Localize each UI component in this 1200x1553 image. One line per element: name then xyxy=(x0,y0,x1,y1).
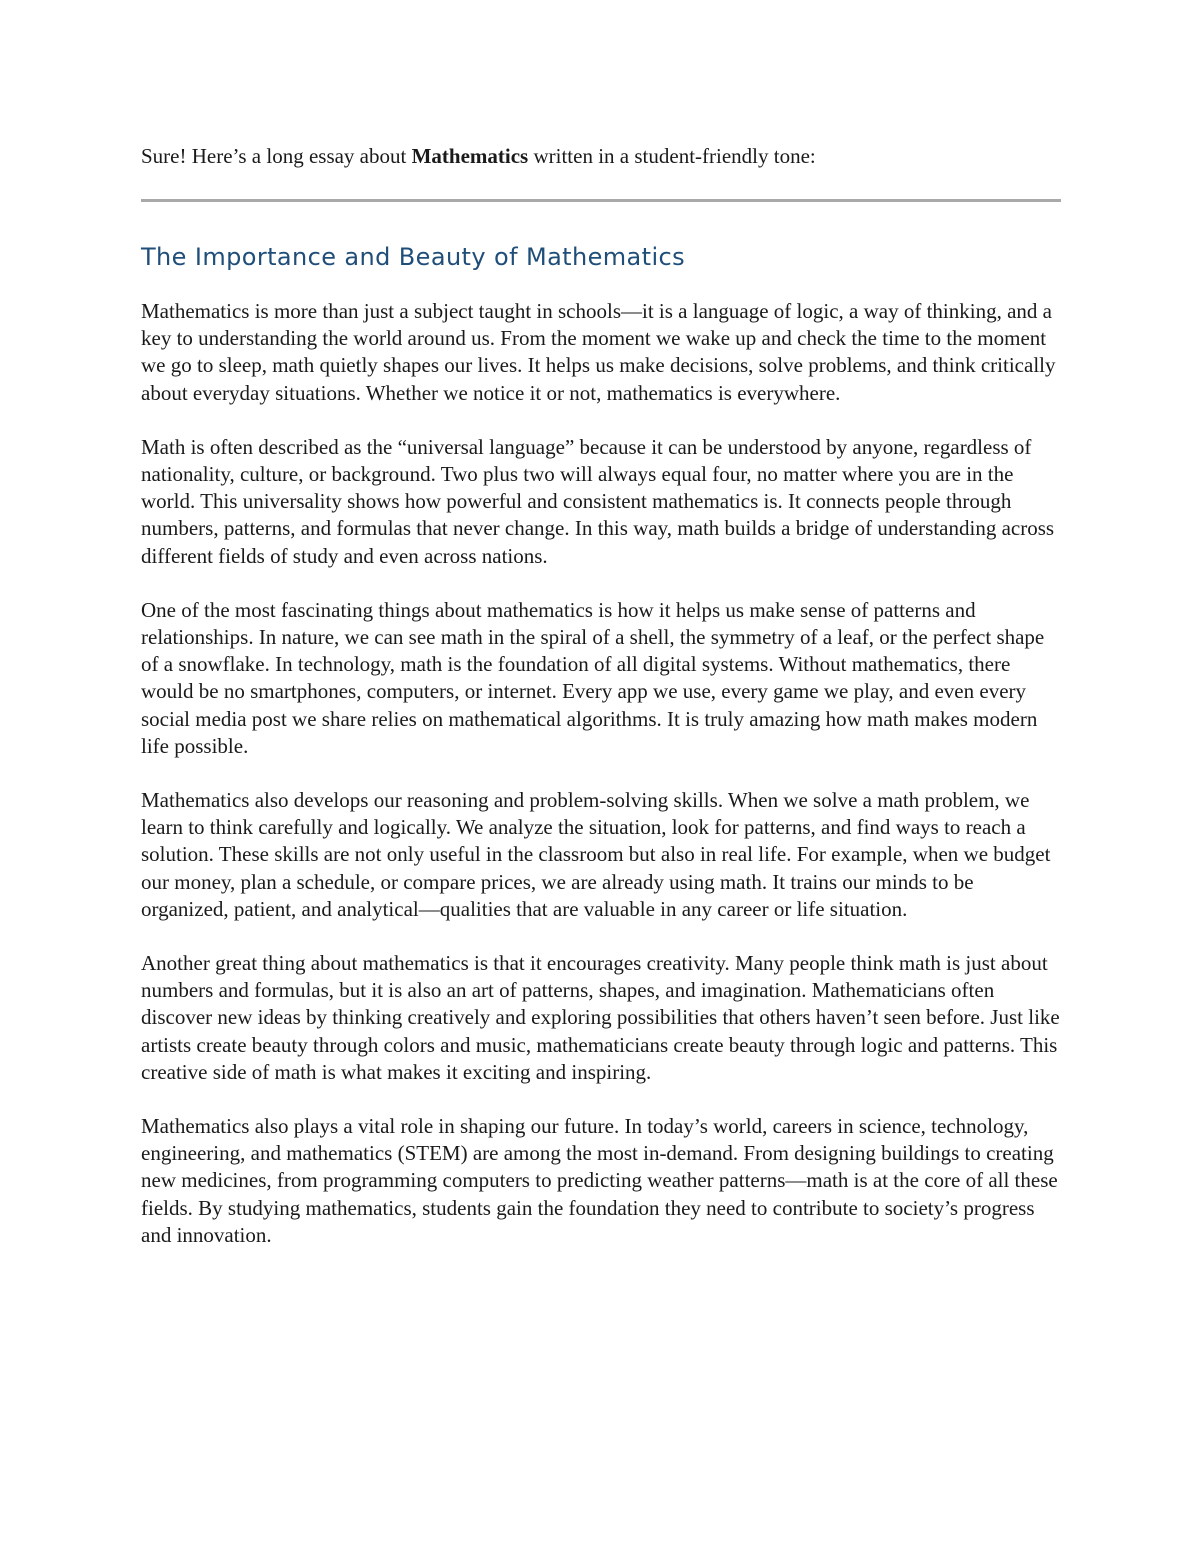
document-body xyxy=(141,143,1061,1249)
intro-text-after: written in a student-friendly tone: xyxy=(528,144,816,168)
essay-paragraph-2: Math is often described as the “universal language” because it can be understood by anyone, regardless of nationality, culture, or background. Two plus two will always equal four, no matter where you are in the world. This universality shows how powerful and consistent mathematics is. It connects people through numbers, patterns, and formulas that never change. In this way, math builds a bridge of understanding across different fields of study and even across nations. xyxy=(141,434,1055,568)
essay-paragraph-3: One of the most fascinating things about mathematics is how it helps us make sense of patterns and relationships. In nature, we can see math in the spiral of a shell, the symmetry of a leaf, or the perfect shape of a snowflake. In technology, math is the foundation of all digital systems. Without mathematics, there would be no smartphones, computers, or internet. Every app we use, every game we play, and even every social media post we share relies on mathematical algorithms. It is truly amazing how math makes modern life possible. xyxy=(141,597,1045,758)
essay-paragraph-6: Mathematics also plays a vital role in shaping our future. In today’s world, careers in science, technology, engineering, and mathematics (STEM) are among the most in-demand. From designing buildings to creating new medicines, from programming computers to predicting weather patterns—math is at the core of all these fields. By studying mathematics, students gain the foundation they need to contribute to society’s progress and innovation. xyxy=(141,1114,1058,1247)
essay-title: The Importance and Beauty of Mathematics xyxy=(141,243,686,271)
intro-text-before: Sure! Here’s a long essay about xyxy=(141,144,412,168)
essay-paragraph-5: Another great thing about mathematics is that it encourages creativity. Many people think math is just about numbers and formulas, but it is also an art of patterns, shapes, and imagination. Mathematicians often discover new ideas by thinking creatively and exploring possibilities that others haven’t seen before. Just like artists create beauty through colors and music, mathematicians create beauty through logic and patterns. This creative side of math is what makes it exciting and inspiring. xyxy=(141,951,1060,1084)
intro-line xyxy=(141,143,1061,173)
intro-bold-subject: Mathematics xyxy=(411,144,529,168)
essay-paragraph-4: Mathematics also develops our reasoning and problem-solving skills. When we solve a math problem, we learn to think carefully and logically. We analyze the situation, look for patterns, and find ways to reach a solution. These skills are not only useful in the classroom but also in real life. For example, when we budget our money, plan a schedule, or compare prices, we are already using math. It trains our minds to be organized, patient, and analytical—qualities that are valuable in any career or life situation. xyxy=(141,788,1051,921)
horizontal-divider xyxy=(141,199,1061,202)
essay-paragraph-1: Mathematics is more than just a subject taught in schools—it is a language of logic, a way of thinking, and a key to understanding the world around us. From the moment we wake up and check the time to the moment we go to sleep, math quietly shapes our lives. It helps us make decisions, solve problems, and think critically about everyday situations. Whether we notice it or not, mathematics is everywhere. xyxy=(141,299,1056,405)
